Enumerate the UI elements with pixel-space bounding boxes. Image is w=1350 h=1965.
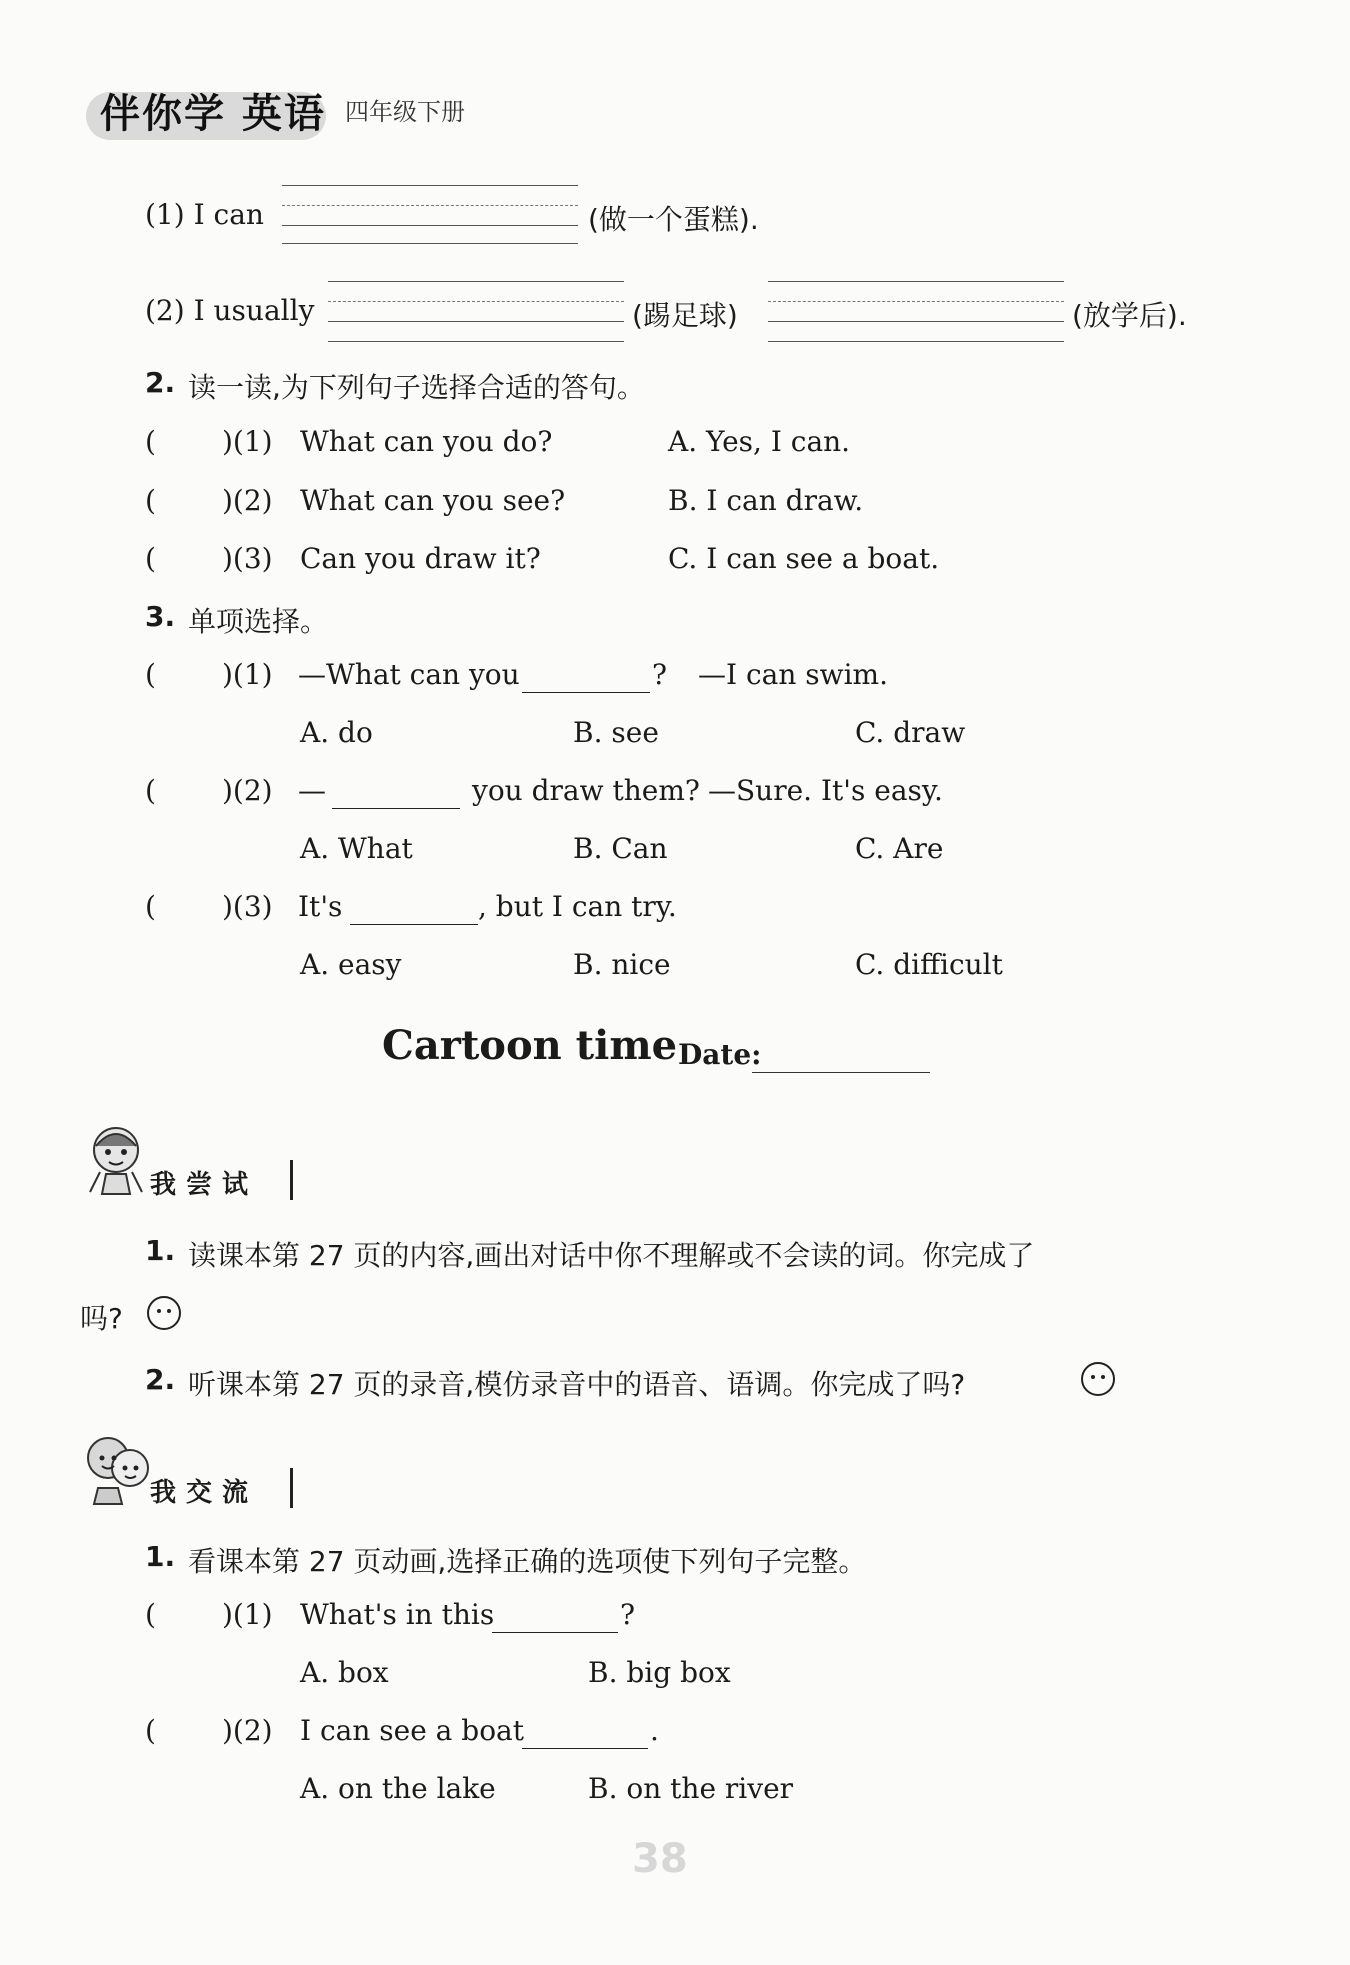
part3-q1-question-end: ?: [652, 658, 668, 691]
part3-q1-option-a: A. do: [300, 716, 373, 749]
talk-heading: 看课本第 27 页动画,选择正确的选项使下列句子完整。: [188, 1545, 867, 1578]
header-brand: 伴你学 英语: [100, 91, 326, 137]
part2-heading-number: 2.: [145, 366, 176, 399]
part3-q3-blank[interactable]: [350, 900, 478, 925]
part3-q3-open-paren[interactable]: (: [145, 890, 156, 923]
part1-q2-hint2: (放学后).: [1072, 299, 1187, 332]
talk-q1-blank[interactable]: [492, 1608, 618, 1633]
part2-item1-number: )(1): [222, 425, 273, 458]
talk-q2-option-a: A. on the lake: [300, 1772, 496, 1805]
part3-q2-blank[interactable]: [332, 784, 460, 809]
try-item1-text: 读课本第 27 页的内容,画出对话中你不理解或不会读的词。你完成了: [188, 1239, 1035, 1272]
header-grade: 四年级下册: [345, 98, 465, 126]
part3-q2-option-c: C. Are: [855, 832, 944, 865]
part1-q1-hint: (做一个蛋糕).: [588, 203, 759, 236]
talk-q2-blank[interactable]: [522, 1724, 648, 1749]
part3-q2-number: )(2): [222, 774, 273, 807]
talk-q1-number: )(1): [222, 1598, 273, 1631]
part2-item1-question: What can you do?: [300, 425, 553, 458]
part3-q1-question-start: —What can you: [298, 658, 520, 691]
section-title-try-bar: [290, 1160, 293, 1200]
page-number: 38: [632, 1836, 688, 1882]
part2-answer-b: B. I can draw.: [668, 484, 864, 517]
talk-q2-number: )(2): [222, 1714, 273, 1747]
part3-q2-open-paren[interactable]: (: [145, 774, 156, 807]
part2-item3-number: )(3): [222, 542, 273, 575]
part3-q3-question-start: It's: [298, 890, 343, 923]
talk-q2-open-paren[interactable]: (: [145, 1714, 156, 1747]
date-label: Date:: [678, 1038, 762, 1071]
part3-q3-number: )(3): [222, 890, 273, 923]
talk-q2-question-start: I can see a boat: [300, 1714, 524, 1747]
part1-q2-label: (2) I usually: [145, 294, 315, 327]
try-item2-text: 听课本第 27 页的录音,模仿录音中的语音、语调。你完成了吗?: [188, 1368, 966, 1401]
part2-answer-c: C. I can see a boat.: [668, 542, 940, 575]
part3-q1-option-c: C. draw: [855, 716, 966, 749]
part3-q1-number: )(1): [222, 658, 273, 691]
self-check-face-icon-1[interactable]: [146, 1295, 182, 1331]
talk-q2-option-b: B. on the river: [588, 1772, 794, 1805]
part1-q1-label: (1) I can: [145, 198, 264, 231]
talk-q1-question-start: What's in this: [300, 1598, 495, 1631]
part3-q3-option-b: B. nice: [573, 948, 671, 981]
part3-q3-option-a: A. easy: [300, 948, 402, 981]
part1-q1-writing-lines[interactable]: [282, 185, 578, 245]
part2-item2-open-paren[interactable]: (: [145, 484, 156, 517]
part3-heading-number: 3.: [145, 600, 176, 633]
talk-heading-number: 1.: [145, 1540, 176, 1573]
part2-heading: 读一读,为下列句子选择合适的答句。: [188, 371, 645, 404]
part3-q2-reply: —Sure. It's easy.: [708, 774, 943, 807]
part2-item1-open-paren[interactable]: (: [145, 425, 156, 458]
talk-q1-question-end: ?: [620, 1598, 636, 1631]
talk-q1-open-paren[interactable]: (: [145, 1598, 156, 1631]
part2-item3-open-paren[interactable]: (: [145, 542, 156, 575]
part3-heading: 单项选择。: [188, 605, 329, 638]
part2-item2-number: )(2): [222, 484, 273, 517]
section-title-talk: 我交流: [150, 1478, 259, 1508]
part1-q2-writing-lines-2[interactable]: [768, 281, 1064, 343]
part3-q2-option-a: A. What: [300, 832, 413, 865]
part1-q2-writing-lines-1[interactable]: [328, 281, 624, 343]
section-title-talk-bar: [290, 1468, 293, 1508]
part3-q3-question-end: , but I can try.: [478, 890, 677, 923]
date-blank[interactable]: [752, 1072, 930, 1073]
part1-q2-hint1: (踢足球): [632, 299, 738, 332]
part3-q1-open-paren[interactable]: (: [145, 658, 156, 691]
part3-q3-option-c: C. difficult: [855, 948, 1003, 981]
part3-q2-question-start: —: [298, 774, 326, 807]
part3-q1-reply: —I can swim.: [698, 658, 889, 691]
girl-mascot-icon: [78, 1120, 156, 1198]
try-item1-number: 1.: [145, 1234, 176, 1267]
part2-answer-a: A. Yes, I can.: [668, 425, 851, 458]
talk-q1-option-a: A. box: [300, 1656, 389, 1689]
try-item1-text-cont: 吗?: [80, 1302, 123, 1335]
part2-item3-question: Can you draw it?: [300, 542, 541, 575]
try-item2-number: 2.: [145, 1363, 176, 1396]
part3-q2-option-b: B. Can: [573, 832, 668, 865]
self-check-face-icon-2[interactable]: [1080, 1361, 1116, 1397]
talk-q2-question-end: .: [650, 1714, 659, 1747]
part3-q1-option-b: B. see: [573, 716, 659, 749]
section-title-cartoon-time: Cartoon time: [382, 1022, 678, 1069]
part2-item2-question: What can you see?: [300, 484, 566, 517]
talk-q1-option-b: B. big box: [588, 1656, 731, 1689]
part3-q1-blank[interactable]: [522, 668, 650, 693]
kids-mascot-icon: [78, 1428, 156, 1506]
part3-q2-question-end: you draw them?: [472, 774, 700, 807]
section-title-try: 我尝试: [150, 1170, 259, 1200]
